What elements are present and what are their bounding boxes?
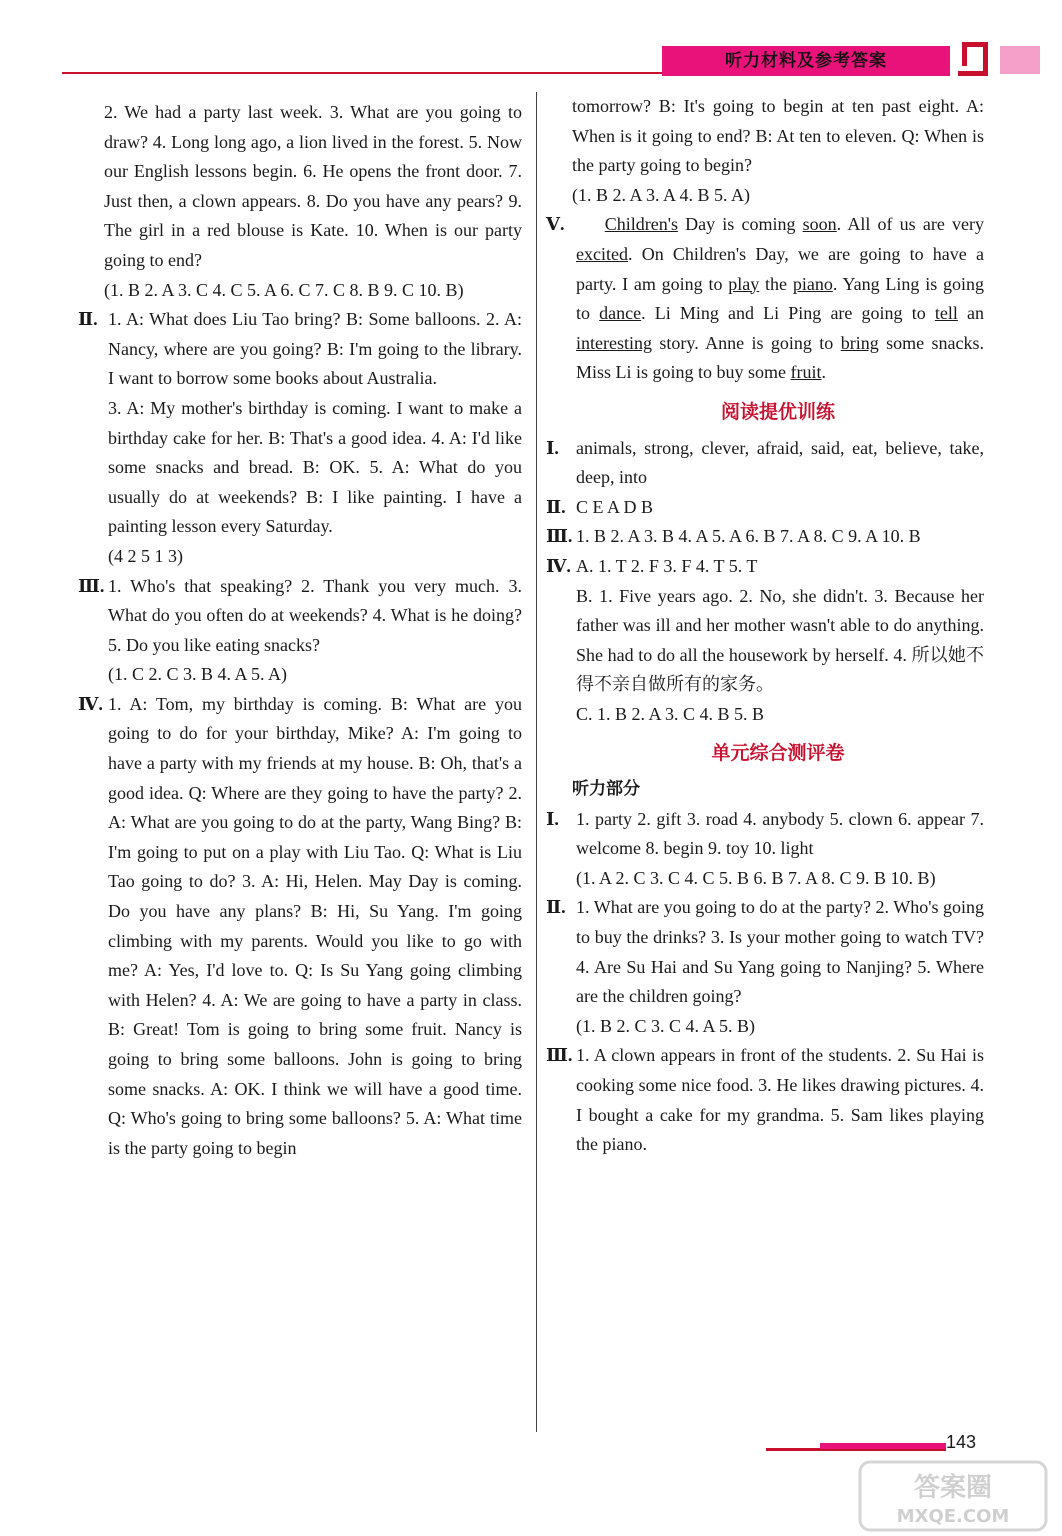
section-text: 1. What are you going to do at the party? 2. Who's going to buy the drinks? 3. Is your mother going to watch TV? 4. Are Su Hai and Su Yang going to Nanjing? 5. Where are the children going? (576, 897, 984, 1007)
section-text: 1. party 2. gift 3. road 4. anybody 5. clown 6. appear 7. welcome 8. begin 9. toy 10. light (576, 808, 984, 859)
blank-answer: fruit (790, 362, 822, 383)
reading-1 (546, 434, 984, 493)
section-number: Ⅲ. (546, 526, 573, 547)
section-number: Ⅲ. (78, 575, 105, 596)
section-text: tomorrow? B: It's going to begin at ten past eight. A: When is it going to end? B: At ten to eleven. Q: When is the party going to begin? (572, 96, 984, 176)
section-answers: (1. C 2. C 3. B 4. A 5. A) (108, 664, 288, 685)
section-2 (78, 305, 522, 571)
unit-test-heading: 单元综合测评卷 (711, 742, 845, 765)
section-text: 1. A: Tom, my birthday is coming. B: What are you going to do for your birthday, Mike? A: I'm going to have a party with my friends at my house. B: Oh, that's a good idea. Q: Where are they going to have the party? 2. A: What are you going to do at the party, Wang Bing? B: I'm going to put on a play with Liu Tao. Q: What is Liu Tao going to do? 3. A: Hi, Helen. May Day is coming. Do you have any plans? B: Hi, Su Yang. I'm going climbing with my parents. Would you like to go with me? A: Yes, I'd love to. Q: Is Su Yang going climbing with Helen? 4. A: We are going to have a party in class. B: Great! Tom is going to bring some fruit. Nancy is going to bring some balloons. John is going to bring some snacks. A: OK. I think we will have a good time. Q: Who's going to bring some balloons? 5. A: What time is the party going to begin (108, 693, 522, 1158)
listening-q1-answers: (1. B 2. A 3. C 4. C 5. A 6. C 7. C 8. B 9. C 10. B) (104, 279, 464, 300)
right-column (546, 92, 984, 1160)
section-text: A. 1. T 2. F 3. F 4. T 5. T (576, 555, 758, 576)
section-text: B. 1. Five years ago. 2. No, she didn't. 3. Because her father was ill and her mother wasn't able to do anything. She had to do all the housework by herself. 4. 所以她不得不亲自做所有的家务。 (576, 585, 984, 695)
section-text: C. 1. B 2. A 3. C 4. B 5. B (576, 703, 765, 724)
blank-answer: play (728, 273, 760, 294)
header-rule (62, 72, 662, 74)
blank-answer: bring (840, 332, 879, 353)
section-text: C E A D B (576, 496, 654, 517)
section-answers: (1. B 2. C 3. C 4. A 5. B) (576, 1015, 756, 1036)
reading-2 (546, 493, 984, 523)
blank-answer: piano (792, 273, 833, 294)
listening-q1-text: 2. We had a party last week. 3. What are you going to draw? 4. Long long ago, a lion lived in the forest. 5. Now our English lessons begin. 6. He opens the front door. 7. Just then, a clown appears. 8. Do you have any pears? 9. The girl in a red blouse is Kate. 10. When is our party going to end? (104, 102, 522, 270)
section-3 (78, 572, 522, 690)
blank-answer: Children's (604, 214, 678, 235)
section-text: 1. B 2. A 3. B 4. A 5. A 6. B 7. A 8. C 9. A 10. B (576, 526, 921, 547)
section-header-title: 听力材料及参考答案 (662, 46, 950, 76)
listening-part-label: 听力部分 (572, 779, 640, 800)
section-number: Ⅳ. (78, 693, 103, 714)
section-answers: (4 2 5 1 3) (108, 545, 183, 566)
left-column (78, 98, 522, 1163)
footer-accent (820, 1443, 946, 1449)
reading-4 (546, 552, 984, 730)
section-number: Ⅱ. (546, 496, 566, 517)
reading-section-heading: 阅读提优训练 (720, 400, 835, 423)
unit-2 (546, 893, 984, 1041)
section-number: Ⅰ. (546, 808, 559, 829)
section-number: Ⅲ. (546, 1045, 573, 1066)
section-number: Ⅱ. (78, 309, 98, 330)
section-number: Ⅰ. (546, 437, 559, 458)
section-5 (546, 210, 984, 388)
section-answers: (1. B 2. A 3. A 4. B 5. A) (572, 184, 751, 205)
svg-text:答案圈: 答案圈 (913, 1473, 993, 1503)
column-divider (536, 92, 537, 1432)
unit-3 (546, 1041, 984, 1159)
section-text: 3. A: My mother's birthday is coming. I want to make a birthday cake for her. B: That's a good idea. 4. A: I'd like some snacks and bread. B: OK. 5. A: What do you usually do at weekends? B: I like painting. I have a painting lesson every Saturday. (108, 397, 522, 537)
watermark-logo (858, 1460, 1048, 1532)
svg-text:MXQE.COM: MXQE.COM (896, 1506, 1010, 1527)
section-number: Ⅳ. (546, 555, 571, 576)
unit-1 (546, 805, 984, 894)
reading-3 (546, 522, 984, 552)
section-4 (78, 690, 522, 1164)
header-accent-block (1000, 46, 1040, 74)
corner-bracket-icon (958, 42, 994, 78)
page-number: 143 (946, 1432, 977, 1452)
cloze-passage: Children's Day is coming soon. All of us are very excited. On Children's Day, we are going to have a party. I am going to play the piano. Yang Ling is going to dance. Li Ming and Li Ping are going to tell an interesting story. Anne is going to bring some snacks. Miss Li is going to buy some fruit. (576, 214, 984, 383)
section-text: 1. Who's that speaking? 2. Thank you very much. 3. What do you often do at weekends? 4. What is he doing? 5. Do you like eating snacks? (108, 575, 522, 655)
section-number: Ⅴ. (546, 214, 565, 235)
section-number: Ⅱ. (546, 897, 566, 918)
blank-answer: interesting (576, 332, 652, 353)
blank-answer: excited (576, 243, 628, 264)
section-text: animals, strong, clever, afraid, said, eat, believe, take, deep, into (576, 437, 984, 488)
blank-answer: tell (934, 303, 958, 324)
section-text: 1. A clown appears in front of the students. 2. Su Hai is cooking some nice food. 3. He likes drawing pictures. 4. I bought a cake for my grandma. 5. Sam likes playing the piano. (576, 1045, 984, 1155)
blank-answer: soon (802, 214, 837, 235)
section-text: 1. A: What does Liu Tao bring? B: Some balloons. 2. A: Nancy, where are you going? B: I'm going to the library. I want to borrow some books about Australia. (108, 309, 522, 389)
blank-answer: dance (599, 303, 642, 324)
section-answers: (1. A 2. C 3. C 4. C 5. B 6. B 7. A 8. C 9. B 10. B) (576, 867, 936, 888)
